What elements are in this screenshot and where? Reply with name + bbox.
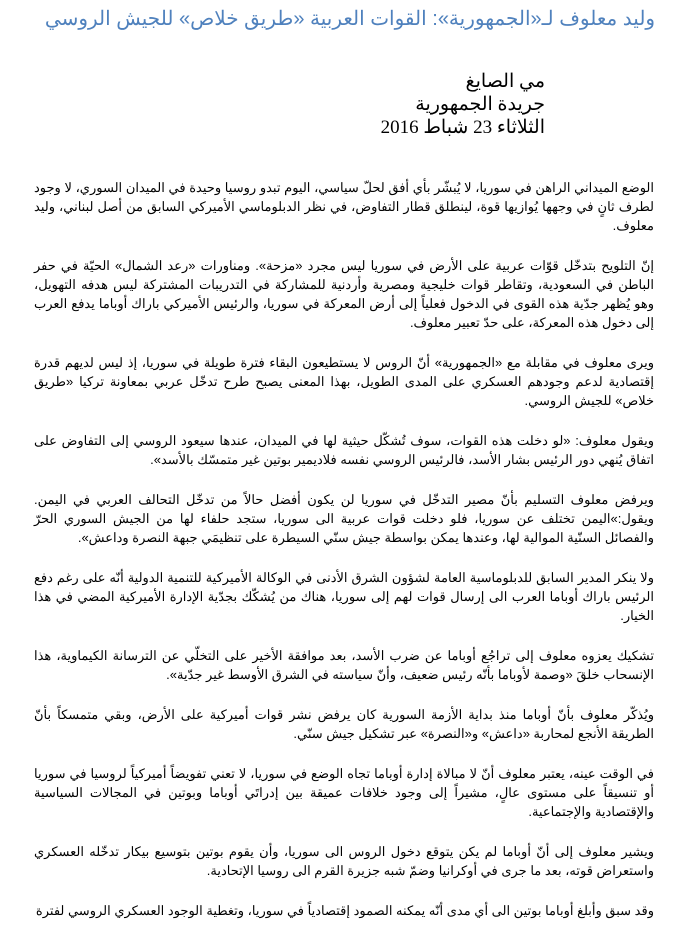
- paragraph: الوضع الميداني الراهن في سوريا، لا يُبشّر بأي أفق لحلّ سياسي، اليوم تبدو روسيا وحيدة في الميدان السوري، لا وجود لطرف ثانٍ في وجهها يُوازيها قوة، لينطلق قطار التفاوض، في نظر الدبلوماسي الأميركي السابق من أصل لبناني، وليد معلوف.: [34, 180, 654, 233]
- paragraph: ويرفض معلوف التسليم بأنّ مصير التدخّل في سوريا لن يكون أفضل حالاً من تدخّل التحالف العربي في اليمن. ويقول:»اليمن تختلف عن سوريا، فلو دخلت قوات عربية الى سوريا، ستجد حلفاء لها من الجيش السوري الحرّ والفصائل السنّية الموالية لها، وعندها يمكن بواسطة جيش سنّي السيطرة على تنظيمَي جبهة النصرة وداعش».: [34, 492, 654, 545]
- article-body: [34, 178, 654, 941]
- paragraph: إنّ التلويح بتدخّل قوّات عربية على الأرض في سوريا ليس مجرد «مزحة». ومناورات «رعد الشمال» الحيّة في حفر الباطن في السعودية، وتقاطر قوات خليجية ومصرية وأردنية للمشاركة في التدريبات المشتركة ليس هدفه التهويل، وهو يُظهر جدّية هذه القوى في الدخول فعلياً إلى أرض المعركة في سوريا، والرئيس الأميركي باراك أوباما يدفع العرب إلى دخول هذه المعركة، على حدّ تعبير معلوف.: [34, 258, 654, 330]
- paragraph: تشكيك يعزوه معلوف إلى تراجُع أوباما عن ضرب الأسد، بعد موافقة الأخير على التخلّي عن الترسانة الكيماوية، هذا الإنسحاب خلقَ «وصمة لأوباما بأنّه رئيس ضعيف، وأنّ سياسته في الشرق الأوسط غير جدّية».: [34, 648, 654, 682]
- paragraph: ويُذكّر معلوف بأنّ أوباما منذ بداية الأزمة السورية كان يرفض نشر قوات أميركية على الأرض، وبقي متمسكاً بأنّ الطريقة الأنجع لمحاربة «داعش» و«النصرة» عبر تشكيل جيش سنّي.: [34, 707, 654, 741]
- paragraph: ولا ينكر المدير السابق للدبلوماسية العامة لشؤون الشرق الأدنى في الوكالة الأميركية للتنمية الدولية أنّه على رغم دفع الرئيس باراك أوباما العرب الى إرسال قوات لهم إلى سوريا، هناك من يُشكّك بجدّية الإدارة الأميركية المضي في هذا الخيار.: [34, 570, 654, 623]
- paragraph: ويرى معلوف في مقابلة مع «الجمهورية» أنّ الروس لا يستطيعون البقاء فترة طويلة في سوريا، إذ ليس لديهم قدرة إقتصادية لدعم وجودهم العسكري على المدى الطويل، بهذا المعنى يصبح طرح تدخّل عربي بمعاونة تركيا «طريق خلاص» للجيش الروسي.: [34, 355, 654, 408]
- paragraph: ويشير معلوف إلى أنّ أوباما لم يكن يتوقع دخول الروس الى سوريا، وأن يقوم بوتين بتوسيع بيكار تدخّله العسكري واستعراض قوته، بعد ما جرى في أوكرانيا وضمّ شبه جزيرة القرم الى روسيا الإتحادية.: [34, 844, 654, 878]
- article-byline: [381, 70, 545, 139]
- paragraph: وقد سبق وأبلغ أوباما بوتين الى أي مدى أنّه يمكنه الصمود إقتصادياً في سوريا، وتغطية الوجود العسكري الروسي لفترة: [35, 903, 654, 918]
- paragraph: ويقول معلوف: «لو دخلت هذه القوات، سوف تُشكّل حيثية لها في الميدان، عندها سيعود الروسي إلى التفاوض على اتفاق يُنهي دور الرئيس بشار الأسد، فالرئيس الروسي نفسه فلاديمير بوتين غير متمسّك بالأسد».: [34, 433, 654, 467]
- publication-date: الثلاثاء 23 شباط 2016: [380, 117, 545, 138]
- paragraph: في الوقت عينه، يعتبر معلوف أنّ لا مبالاة إدارة أوباما تجاه الوضع في سوريا، لا تعني تفويضاً أميركياً لروسيا في سوريا أو تنسيقاً على مستوى عالٍ، مشيراً إلى وجود خلافات عميقة بين إدراتَي أوباما وبوتين في المجالات السياسية والإقتصادية والإجتماعية.: [34, 766, 654, 819]
- article-title: وليد معلوف لـ«الجمهورية»: القوات العربية «طريق خلاص» للجيش الروسي: [44, 8, 656, 30]
- author-name: مي الصايغ: [465, 71, 545, 92]
- publication-name: جريدة الجمهورية: [415, 94, 545, 115]
